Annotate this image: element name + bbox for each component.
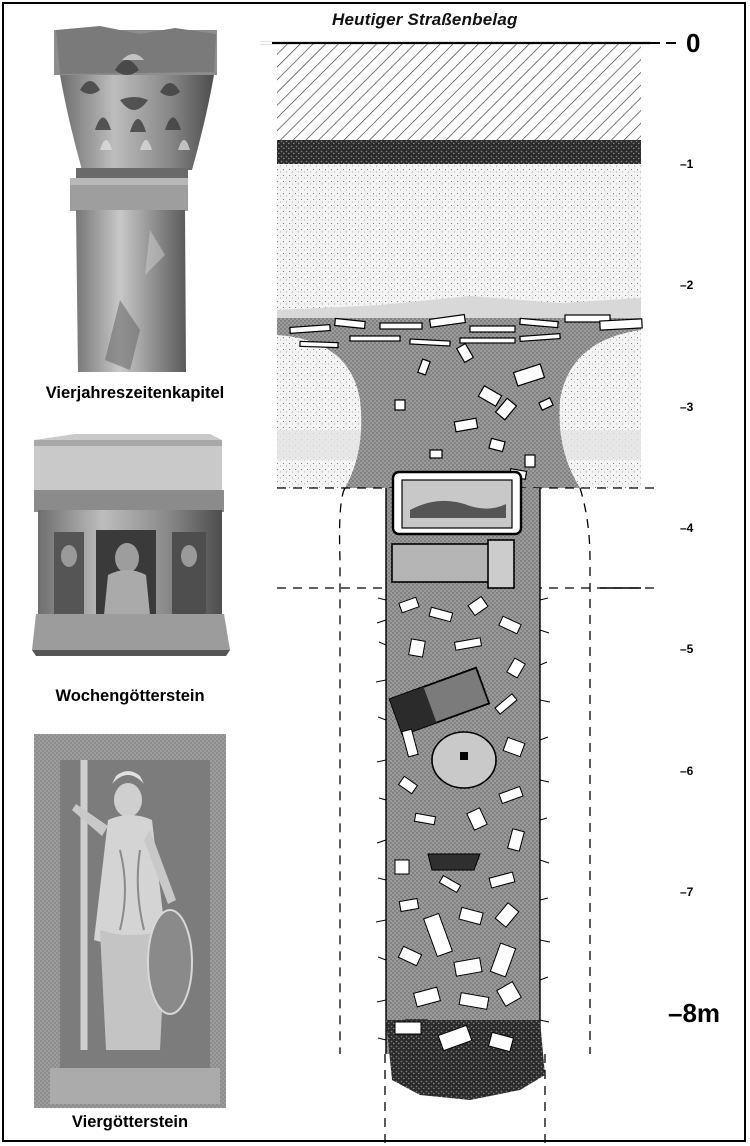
depth-label-2: –2 (680, 278, 694, 292)
wochengoetterstein-photo (32, 434, 230, 656)
caption-capital: Vierjahreszeitenkapitel (45, 384, 225, 402)
caption-four-gods-stone: Viergötterstein (71, 1113, 189, 1131)
capital-photo (54, 26, 217, 372)
section-drawing (260, 43, 660, 1146)
depth-label-7: –7 (680, 885, 694, 899)
surface-heading: Heutiger Straßenbelag (332, 10, 518, 29)
depth-label-8: –8m (668, 998, 721, 1028)
depth-label-0: 0 (686, 28, 701, 58)
viergoetterstein-photo (34, 734, 226, 1108)
caption-weekday-stone: Wochengötterstein (55, 687, 205, 705)
depth-label-5: –5 (680, 642, 694, 656)
depth-label-4: –4 (680, 521, 694, 535)
depth-label-6: –6 (680, 764, 694, 778)
pavement-layer (277, 43, 641, 140)
sand-layer (277, 164, 641, 310)
crust-layer (277, 140, 641, 164)
depth-label-3: –3 (680, 400, 694, 414)
depth-label-1: –1 (680, 157, 694, 171)
